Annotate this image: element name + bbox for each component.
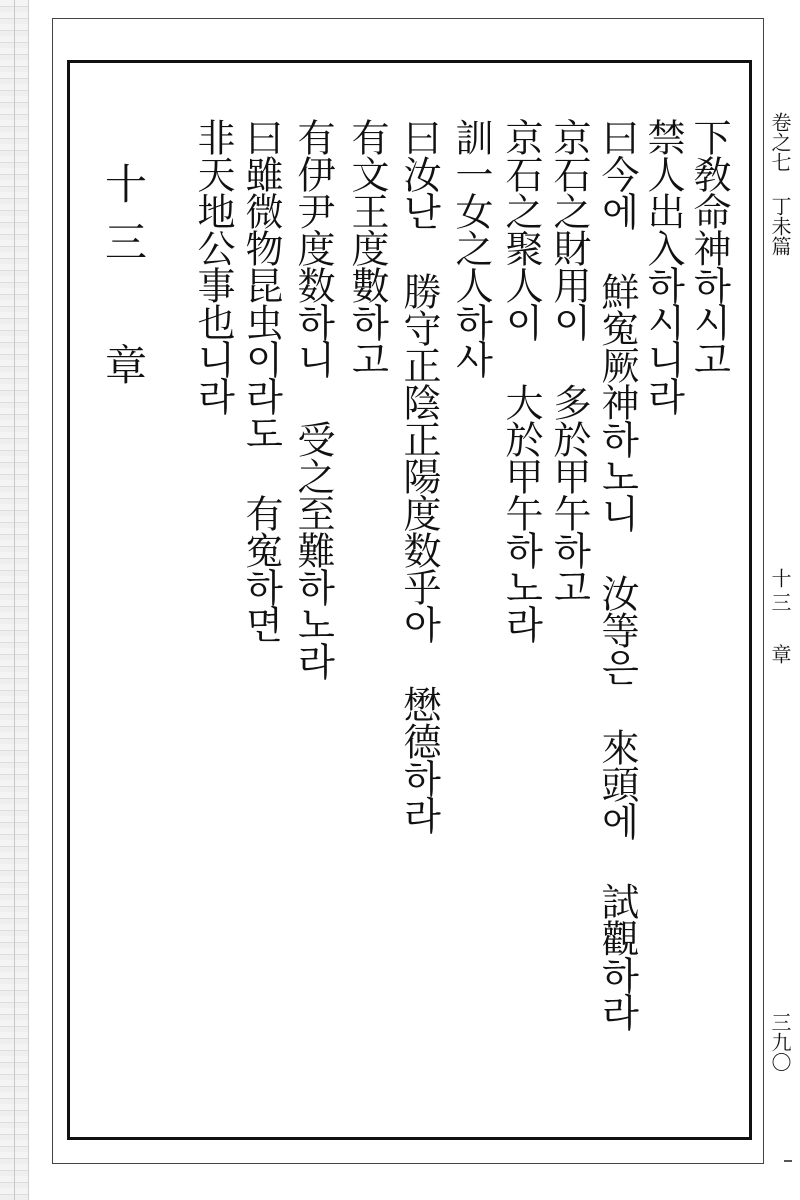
- text-line-2: 禁人出入하시니라: [641, 118, 685, 414]
- chapter-title: 十三 章: [99, 162, 148, 401]
- text-line-10: 曰雖微物昆虫이라도 有寃하면: [239, 118, 283, 642]
- edge-mark: [784, 1160, 792, 1162]
- page-number: 三九〇: [768, 1012, 792, 1072]
- text-line-3: 曰今에 鮮寃厥神하노니 汝等은 來頭에 試觀하라: [595, 118, 639, 1030]
- text-line-4: 京石之財用이 多於甲午하고: [547, 118, 591, 605]
- text-line-11: 非天地公事也니라: [191, 118, 235, 414]
- text-line-7: 曰汝난 勝守正陰正陽度数乎아 懋德하라: [397, 118, 441, 833]
- book-binding-edge: [0, 0, 29, 1200]
- text-line-1: 下敎命神하시고: [687, 118, 731, 377]
- text-line-5: 京石之聚人이 大於甲午하노라: [499, 118, 543, 642]
- margin-chapter-label: 十三 章: [768, 568, 792, 668]
- margin-volume-label: 卷之七 丁未篇: [768, 112, 792, 256]
- text-line-9: 有伊尹度数하니 受之至難하노라: [291, 118, 335, 679]
- text-line-6: 訓一女之人하사: [449, 118, 493, 377]
- text-line-8: 有文王度數하고: [345, 118, 389, 377]
